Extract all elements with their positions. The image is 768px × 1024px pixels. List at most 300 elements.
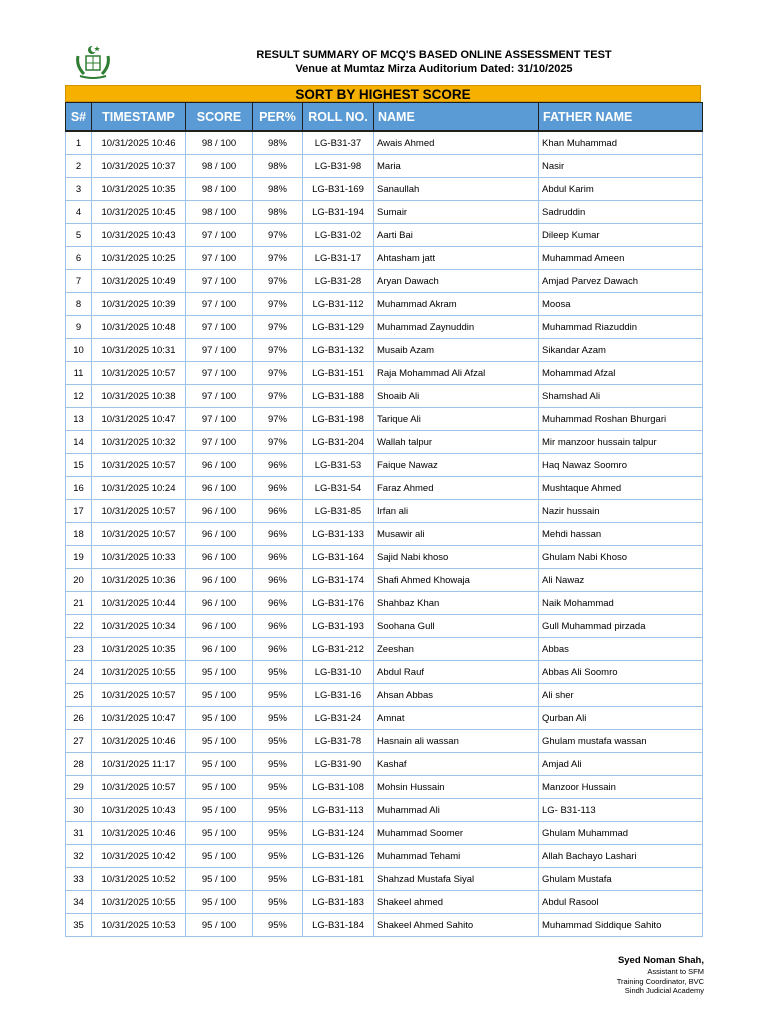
percentage-cell: 95% <box>253 822 303 845</box>
roll-no-cell: LG-B31-108 <box>303 776 374 799</box>
percentage-cell: 95% <box>253 776 303 799</box>
name-cell: Wallah talpur <box>374 431 539 454</box>
name-cell: Muhammad Akram <box>374 293 539 316</box>
timestamp-cell: 10/31/2025 10:57 <box>92 684 186 707</box>
table-row <box>66 293 703 316</box>
name-cell: Musawir ali <box>374 523 539 546</box>
roll-no-cell: LG-B31-151 <box>303 362 374 385</box>
serial-cell: 5 <box>66 224 92 247</box>
serial-cell: 29 <box>66 776 92 799</box>
table-row <box>66 408 703 431</box>
name-cell: Ahsan Abbas <box>374 684 539 707</box>
name-cell: Shakeel Ahmed Sahito <box>374 914 539 937</box>
serial-cell: 2 <box>66 155 92 178</box>
name-cell: Zeeshan <box>374 638 539 661</box>
column-header-timestamp: TIMESTAMP <box>92 103 186 132</box>
timestamp-cell: 10/31/2025 10:55 <box>92 661 186 684</box>
name-cell: Sanaullah <box>374 178 539 201</box>
table-row <box>66 569 703 592</box>
timestamp-cell: 10/31/2025 10:45 <box>92 201 186 224</box>
father-name-cell: Abbas Ali Soomro <box>539 661 703 684</box>
name-cell: Amnat <box>374 707 539 730</box>
percentage-cell: 96% <box>253 569 303 592</box>
serial-cell: 19 <box>66 546 92 569</box>
serial-cell: 3 <box>66 178 92 201</box>
father-name-cell: Dileep Kumar <box>539 224 703 247</box>
timestamp-cell: 10/31/2025 10:46 <box>92 822 186 845</box>
roll-no-cell: LG-B31-37 <box>303 131 374 155</box>
signatory-designation-3: Sindh Judicial Academy <box>624 986 704 995</box>
percentage-cell: 96% <box>253 615 303 638</box>
roll-no-cell: LG-B31-194 <box>303 201 374 224</box>
results-table <box>65 102 703 937</box>
table-row <box>66 822 703 845</box>
serial-cell: 22 <box>66 615 92 638</box>
serial-cell: 26 <box>66 707 92 730</box>
serial-cell: 30 <box>66 799 92 822</box>
score-cell: 96 / 100 <box>186 523 253 546</box>
roll-no-cell: LG-B31-204 <box>303 431 374 454</box>
father-name-cell: Amjad Parvez Dawach <box>539 270 703 293</box>
table-row <box>66 799 703 822</box>
score-cell: 97 / 100 <box>186 247 253 270</box>
score-cell: 95 / 100 <box>186 707 253 730</box>
father-name-cell: Shamshad Ali <box>539 385 703 408</box>
serial-cell: 8 <box>66 293 92 316</box>
score-cell: 97 / 100 <box>186 431 253 454</box>
score-cell: 95 / 100 <box>186 661 253 684</box>
percentage-cell: 96% <box>253 546 303 569</box>
timestamp-cell: 10/31/2025 10:38 <box>92 385 186 408</box>
score-cell: 95 / 100 <box>186 822 253 845</box>
serial-cell: 4 <box>66 201 92 224</box>
table-row <box>66 592 703 615</box>
father-name-cell: Ghulam Muhammad <box>539 822 703 845</box>
timestamp-cell: 10/31/2025 10:47 <box>92 707 186 730</box>
score-cell: 98 / 100 <box>186 201 253 224</box>
table-row <box>66 224 703 247</box>
roll-no-cell: LG-B31-164 <box>303 546 374 569</box>
serial-cell: 18 <box>66 523 92 546</box>
timestamp-cell: 10/31/2025 10:24 <box>92 477 186 500</box>
score-cell: 96 / 100 <box>186 500 253 523</box>
percentage-cell: 97% <box>253 247 303 270</box>
serial-cell: 16 <box>66 477 92 500</box>
column-header-father-name: FATHER NAME <box>539 103 703 132</box>
roll-no-cell: LG-B31-02 <box>303 224 374 247</box>
father-name-cell: Muhammad Roshan Bhurgari <box>539 408 703 431</box>
score-cell: 95 / 100 <box>186 891 253 914</box>
table-body <box>66 131 703 937</box>
score-cell: 98 / 100 <box>186 131 253 155</box>
father-name-cell: Ali Nawaz <box>539 569 703 592</box>
timestamp-cell: 10/31/2025 10:34 <box>92 615 186 638</box>
score-cell: 96 / 100 <box>186 592 253 615</box>
table-row <box>66 131 703 155</box>
percentage-cell: 97% <box>253 408 303 431</box>
serial-cell: 33 <box>66 868 92 891</box>
serial-cell: 9 <box>66 316 92 339</box>
timestamp-cell: 10/31/2025 10:57 <box>92 776 186 799</box>
serial-cell: 14 <box>66 431 92 454</box>
name-cell: Faraz Ahmed <box>374 477 539 500</box>
score-cell: 98 / 100 <box>186 155 253 178</box>
sort-banner: SORT BY HIGHEST SCORE <box>65 85 701 102</box>
name-cell: Hasnain ali wassan <box>374 730 539 753</box>
name-cell: Muhammad Tehami <box>374 845 539 868</box>
score-cell: 95 / 100 <box>186 914 253 937</box>
father-name-cell: Allah Bachayo Lashari <box>539 845 703 868</box>
timestamp-cell: 10/31/2025 10:57 <box>92 362 186 385</box>
name-cell: Shoaib Ali <box>374 385 539 408</box>
score-cell: 95 / 100 <box>186 730 253 753</box>
percentage-cell: 96% <box>253 638 303 661</box>
table-row <box>66 339 703 362</box>
roll-no-cell: LG-B31-53 <box>303 454 374 477</box>
score-cell: 97 / 100 <box>186 270 253 293</box>
roll-no-cell: LG-B31-133 <box>303 523 374 546</box>
column-header-score: SCORE <box>186 103 253 132</box>
serial-cell: 28 <box>66 753 92 776</box>
serial-cell: 13 <box>66 408 92 431</box>
percentage-cell: 95% <box>253 707 303 730</box>
table-row <box>66 316 703 339</box>
name-cell: Musaib Azam <box>374 339 539 362</box>
name-cell: Soohana Gull <box>374 615 539 638</box>
serial-cell: 25 <box>66 684 92 707</box>
roll-no-cell: LG-B31-181 <box>303 868 374 891</box>
score-cell: 95 / 100 <box>186 753 253 776</box>
table-row <box>66 546 703 569</box>
percentage-cell: 95% <box>253 730 303 753</box>
percentage-cell: 97% <box>253 316 303 339</box>
father-name-cell: LG- B31-113 <box>539 799 703 822</box>
timestamp-cell: 10/31/2025 10:43 <box>92 224 186 247</box>
timestamp-cell: 10/31/2025 10:31 <box>92 339 186 362</box>
percentage-cell: 97% <box>253 270 303 293</box>
roll-no-cell: LG-B31-98 <box>303 155 374 178</box>
serial-cell: 34 <box>66 891 92 914</box>
father-name-cell: Ghulam mustafa wassan <box>539 730 703 753</box>
score-cell: 96 / 100 <box>186 638 253 661</box>
percentage-cell: 96% <box>253 592 303 615</box>
timestamp-cell: 10/31/2025 11:17 <box>92 753 186 776</box>
timestamp-cell: 10/31/2025 10:57 <box>92 500 186 523</box>
table-row <box>66 477 703 500</box>
roll-no-cell: LG-B31-90 <box>303 753 374 776</box>
score-cell: 96 / 100 <box>186 615 253 638</box>
serial-cell: 10 <box>66 339 92 362</box>
name-cell: Shafi Ahmed Khowaja <box>374 569 539 592</box>
roll-no-cell: LG-B31-132 <box>303 339 374 362</box>
father-name-cell: Manzoor Hussain <box>539 776 703 799</box>
roll-no-cell: LG-B31-24 <box>303 707 374 730</box>
father-name-cell: Muhammad Ameen <box>539 247 703 270</box>
timestamp-cell: 10/31/2025 10:46 <box>92 730 186 753</box>
document-title <box>120 48 748 76</box>
timestamp-cell: 10/31/2025 10:49 <box>92 270 186 293</box>
roll-no-cell: LG-B31-198 <box>303 408 374 431</box>
father-name-cell: Muhammad Riazuddin <box>539 316 703 339</box>
serial-cell: 17 <box>66 500 92 523</box>
score-cell: 97 / 100 <box>186 316 253 339</box>
score-cell: 97 / 100 <box>186 385 253 408</box>
timestamp-cell: 10/31/2025 10:48 <box>92 316 186 339</box>
timestamp-cell: 10/31/2025 10:57 <box>92 523 186 546</box>
name-cell: Irfan ali <box>374 500 539 523</box>
name-cell: Shahzad Mustafa Siyal <box>374 868 539 891</box>
table-row <box>66 155 703 178</box>
table-row <box>66 845 703 868</box>
table-row <box>66 753 703 776</box>
name-cell: Mohsin Hussain <box>374 776 539 799</box>
father-name-cell: Nasir <box>539 155 703 178</box>
timestamp-cell: 10/31/2025 10:42 <box>92 845 186 868</box>
score-cell: 96 / 100 <box>186 569 253 592</box>
father-name-cell: Ali sher <box>539 684 703 707</box>
name-cell: Muhammad Soomer <box>374 822 539 845</box>
table-row <box>66 431 703 454</box>
table-row <box>66 891 703 914</box>
serial-cell: 35 <box>66 914 92 937</box>
name-cell: Ahtasham jatt <box>374 247 539 270</box>
serial-cell: 31 <box>66 822 92 845</box>
father-name-cell: Qurban Ali <box>539 707 703 730</box>
percentage-cell: 98% <box>253 201 303 224</box>
roll-no-cell: LG-B31-124 <box>303 822 374 845</box>
timestamp-cell: 10/31/2025 10:47 <box>92 408 186 431</box>
table-row <box>66 178 703 201</box>
father-name-cell: Abdul Karim <box>539 178 703 201</box>
father-name-cell: Sadruddin <box>539 201 703 224</box>
name-cell: Sumair <box>374 201 539 224</box>
table-row <box>66 454 703 477</box>
father-name-cell: Mushtaque Ahmed <box>539 477 703 500</box>
score-cell: 95 / 100 <box>186 684 253 707</box>
percentage-cell: 95% <box>253 891 303 914</box>
timestamp-cell: 10/31/2025 10:53 <box>92 914 186 937</box>
table-row <box>66 201 703 224</box>
percentage-cell: 96% <box>253 500 303 523</box>
father-name-cell: Nazir hussain <box>539 500 703 523</box>
name-cell: Sajid Nabi khoso <box>374 546 539 569</box>
roll-no-cell: LG-B31-16 <box>303 684 374 707</box>
table-row <box>66 684 703 707</box>
serial-cell: 11 <box>66 362 92 385</box>
signatory-designation-2: Training Coordinator, BVC <box>616 976 704 986</box>
table-row <box>66 638 703 661</box>
roll-no-cell: LG-B31-113 <box>303 799 374 822</box>
table-row <box>66 523 703 546</box>
name-cell: Aarti Bai <box>374 224 539 247</box>
roll-no-cell: LG-B31-112 <box>303 293 374 316</box>
roll-no-cell: LG-B31-176 <box>303 592 374 615</box>
percentage-cell: 97% <box>253 339 303 362</box>
timestamp-cell: 10/31/2025 10:57 <box>92 454 186 477</box>
percentage-cell: 97% <box>253 224 303 247</box>
roll-no-cell: LG-B31-183 <box>303 891 374 914</box>
percentage-cell: 95% <box>253 914 303 937</box>
roll-no-cell: LG-B31-85 <box>303 500 374 523</box>
score-cell: 96 / 100 <box>186 454 253 477</box>
score-cell: 97 / 100 <box>186 408 253 431</box>
percentage-cell: 96% <box>253 454 303 477</box>
score-cell: 95 / 100 <box>186 845 253 868</box>
timestamp-cell: 10/31/2025 10:33 <box>92 546 186 569</box>
name-cell: Awais Ahmed <box>374 131 539 155</box>
percentage-cell: 95% <box>253 845 303 868</box>
name-cell: Faique Nawaz <box>374 454 539 477</box>
roll-no-cell: LG-B31-17 <box>303 247 374 270</box>
roll-no-cell: LG-B31-126 <box>303 845 374 868</box>
father-name-cell: Muhammad Siddique Sahito <box>539 914 703 937</box>
serial-cell: 7 <box>66 270 92 293</box>
percentage-cell: 96% <box>253 523 303 546</box>
percentage-cell: 95% <box>253 753 303 776</box>
score-cell: 98 / 100 <box>186 178 253 201</box>
roll-no-cell: LG-B31-28 <box>303 270 374 293</box>
timestamp-cell: 10/31/2025 10:43 <box>92 799 186 822</box>
timestamp-cell: 10/31/2025 10:52 <box>92 868 186 891</box>
table-row <box>66 868 703 891</box>
table-row <box>66 500 703 523</box>
father-name-cell: Naik Mohammad <box>539 592 703 615</box>
roll-no-cell: LG-B31-188 <box>303 385 374 408</box>
title-line-1: RESULT SUMMARY OF MCQ'S BASED ONLINE ASSESSMENT TEST <box>256 49 612 61</box>
table-row <box>66 270 703 293</box>
timestamp-cell: 10/31/2025 10:37 <box>92 155 186 178</box>
serial-cell: 23 <box>66 638 92 661</box>
name-cell: Abdul Rauf <box>374 661 539 684</box>
title-line-2: Venue at Mumtaz Mirza Auditorium Dated: 31/10/2025 <box>295 63 573 75</box>
name-cell: Shakeel ahmed <box>374 891 539 914</box>
father-name-cell: Abdul Rasool <box>539 891 703 914</box>
signatory-designation-1: Assistant to SFM <box>647 967 704 976</box>
table-row <box>66 914 703 937</box>
name-cell: Aryan Dawach <box>374 270 539 293</box>
serial-cell: 1 <box>66 131 92 155</box>
father-name-cell: Gull Muhammad pirzada <box>539 615 703 638</box>
score-cell: 95 / 100 <box>186 868 253 891</box>
signature-block <box>617 955 704 996</box>
table-row <box>66 776 703 799</box>
score-cell: 95 / 100 <box>186 776 253 799</box>
serial-cell: 32 <box>66 845 92 868</box>
serial-cell: 21 <box>66 592 92 615</box>
roll-no-cell: LG-B31-212 <box>303 638 374 661</box>
father-name-cell: Amjad Ali <box>539 753 703 776</box>
percentage-cell: 95% <box>253 661 303 684</box>
score-cell: 97 / 100 <box>186 293 253 316</box>
score-cell: 97 / 100 <box>186 362 253 385</box>
percentage-cell: 96% <box>253 477 303 500</box>
table-row <box>66 362 703 385</box>
name-cell: Muhammad Zaynuddin <box>374 316 539 339</box>
name-cell: Raja Mohammad Ali Afzal <box>374 362 539 385</box>
name-cell: Tarique Ali <box>374 408 539 431</box>
percentage-cell: 98% <box>253 131 303 155</box>
father-name-cell: Moosa <box>539 293 703 316</box>
score-cell: 95 / 100 <box>186 799 253 822</box>
father-name-cell: Sikandar Azam <box>539 339 703 362</box>
serial-cell: 24 <box>66 661 92 684</box>
timestamp-cell: 10/31/2025 10:32 <box>92 431 186 454</box>
percentage-cell: 97% <box>253 385 303 408</box>
father-name-cell: Khan Muhammad <box>539 131 703 155</box>
father-name-cell: Mehdi hassan <box>539 523 703 546</box>
signatory-name: Syed Noman Shah, <box>617 955 704 966</box>
roll-no-cell: LG-B31-54 <box>303 477 374 500</box>
name-cell: Shahbaz Khan <box>374 592 539 615</box>
percentage-cell: 95% <box>253 684 303 707</box>
table-header-row <box>66 103 703 132</box>
percentage-cell: 97% <box>253 293 303 316</box>
table-row <box>66 615 703 638</box>
father-name-cell: Mohammad Afzal <box>539 362 703 385</box>
serial-cell: 12 <box>66 385 92 408</box>
father-name-cell: Ghulam Nabi Khoso <box>539 546 703 569</box>
roll-no-cell: LG-B31-174 <box>303 569 374 592</box>
percentage-cell: 98% <box>253 178 303 201</box>
timestamp-cell: 10/31/2025 10:25 <box>92 247 186 270</box>
serial-cell: 15 <box>66 454 92 477</box>
percentage-cell: 95% <box>253 868 303 891</box>
timestamp-cell: 10/31/2025 10:35 <box>92 178 186 201</box>
percentage-cell: 97% <box>253 431 303 454</box>
column-header-roll-no: ROLL NO. <box>303 103 374 132</box>
score-cell: 96 / 100 <box>186 477 253 500</box>
table-row <box>66 707 703 730</box>
percentage-cell: 97% <box>253 362 303 385</box>
timestamp-cell: 10/31/2025 10:46 <box>92 131 186 155</box>
roll-no-cell: LG-B31-10 <box>303 661 374 684</box>
government-emblem-icon <box>72 42 114 82</box>
roll-no-cell: LG-B31-78 <box>303 730 374 753</box>
percentage-cell: 98% <box>253 155 303 178</box>
column-header-name: NAME <box>374 103 539 132</box>
score-cell: 97 / 100 <box>186 224 253 247</box>
score-cell: 96 / 100 <box>186 546 253 569</box>
timestamp-cell: 10/31/2025 10:36 <box>92 569 186 592</box>
roll-no-cell: LG-B31-129 <box>303 316 374 339</box>
father-name-cell: Ghulam Mustafa <box>539 868 703 891</box>
father-name-cell: Haq Nawaz Soomro <box>539 454 703 477</box>
table-row <box>66 247 703 270</box>
percentage-cell: 95% <box>253 799 303 822</box>
serial-cell: 6 <box>66 247 92 270</box>
name-cell: Muhammad Ali <box>374 799 539 822</box>
father-name-cell: Abbas <box>539 638 703 661</box>
table-row <box>66 661 703 684</box>
roll-no-cell: LG-B31-169 <box>303 178 374 201</box>
score-cell: 97 / 100 <box>186 339 253 362</box>
timestamp-cell: 10/31/2025 10:55 <box>92 891 186 914</box>
timestamp-cell: 10/31/2025 10:44 <box>92 592 186 615</box>
roll-no-cell: LG-B31-193 <box>303 615 374 638</box>
table-row <box>66 385 703 408</box>
column-header-percentage: PER% <box>253 103 303 132</box>
name-cell: Kashaf <box>374 753 539 776</box>
timestamp-cell: 10/31/2025 10:39 <box>92 293 186 316</box>
serial-cell: 20 <box>66 569 92 592</box>
roll-no-cell: LG-B31-184 <box>303 914 374 937</box>
name-cell: Maria <box>374 155 539 178</box>
father-name-cell: Mir manzoor hussain talpur <box>539 431 703 454</box>
timestamp-cell: 10/31/2025 10:35 <box>92 638 186 661</box>
table-row <box>66 730 703 753</box>
serial-cell: 27 <box>66 730 92 753</box>
column-header-serial: S# <box>66 103 92 132</box>
